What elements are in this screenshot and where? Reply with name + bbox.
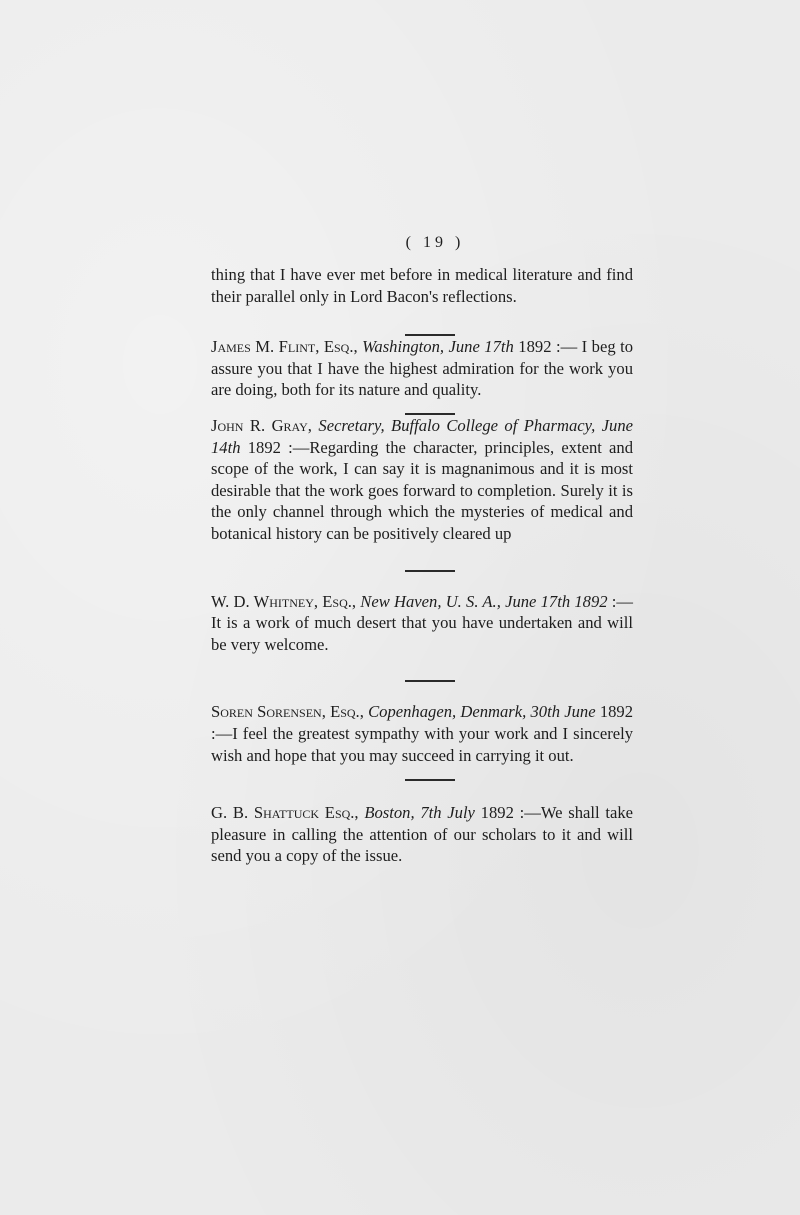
testimonial-text: :— I beg to assure you that I have the highest admiration for the work you are doing, both for its nature and quality. <box>211 337 634 400</box>
author-name: John R. Gray, <box>211 415 312 435</box>
section-divider <box>405 680 455 682</box>
testimonial-whitney <box>211 591 633 656</box>
section-divider <box>405 413 455 415</box>
opening-paragraph: thing that I have ever met before in medical literature and find their parallel only in Lord Bacon's reflections. <box>211 265 633 306</box>
author-name: W. D. Whitney, Esq., <box>211 591 357 611</box>
page-content <box>211 232 633 867</box>
testimonial-gray <box>211 415 633 545</box>
testimonial-text: :—I feel the greatest sympathy with your work and I sincerely wish and hope that you may succeed in carrying it out. <box>211 723 633 765</box>
testimonial-text: :—Regarding the character, principles, extent and scope of the work, I can say it is magnanimous and it is most desirable that the work goes forward to completion. Surely it is the only channel through which the mysteries of medical and botanical history can be positively cleared up <box>211 437 634 543</box>
year: 1892 <box>247 437 281 457</box>
author-name: James M. Flint, Esq., <box>211 337 358 357</box>
place-date: Copenhagen, Denmark, 30th June <box>368 702 596 722</box>
section-divider <box>405 570 455 572</box>
testimonial-shattuck <box>211 802 633 867</box>
place-date: Secretary, Buffalo College of Pharmacy, June 14th <box>211 415 633 457</box>
place-date: New Haven, U. S. A., June 17th 1892 <box>360 591 608 611</box>
author-name: Soren Sorensen, Esq., <box>211 702 364 722</box>
year: 1892 <box>480 803 514 823</box>
page-number: ( 19 ) <box>405 234 465 251</box>
section-divider <box>405 779 455 781</box>
year: 1892 <box>518 337 552 357</box>
author-name: G. B. Shattuck Esq., <box>211 803 359 823</box>
testimonial-sorensen <box>211 701 633 766</box>
place-date: Boston, 7th July <box>364 803 475 823</box>
testimonial-text: :—We shall take pleasure in calling the attention of our scholars to it and will send you a copy of the issue. <box>211 803 633 866</box>
testimonial-text: :—It is a work of much desert that you have undertaken and will be very welcome. <box>211 591 633 654</box>
section-divider <box>405 334 455 336</box>
place-date: Washington, June 17th <box>362 337 514 357</box>
testimonial-flint <box>211 336 633 401</box>
year: 1892 <box>599 702 633 722</box>
